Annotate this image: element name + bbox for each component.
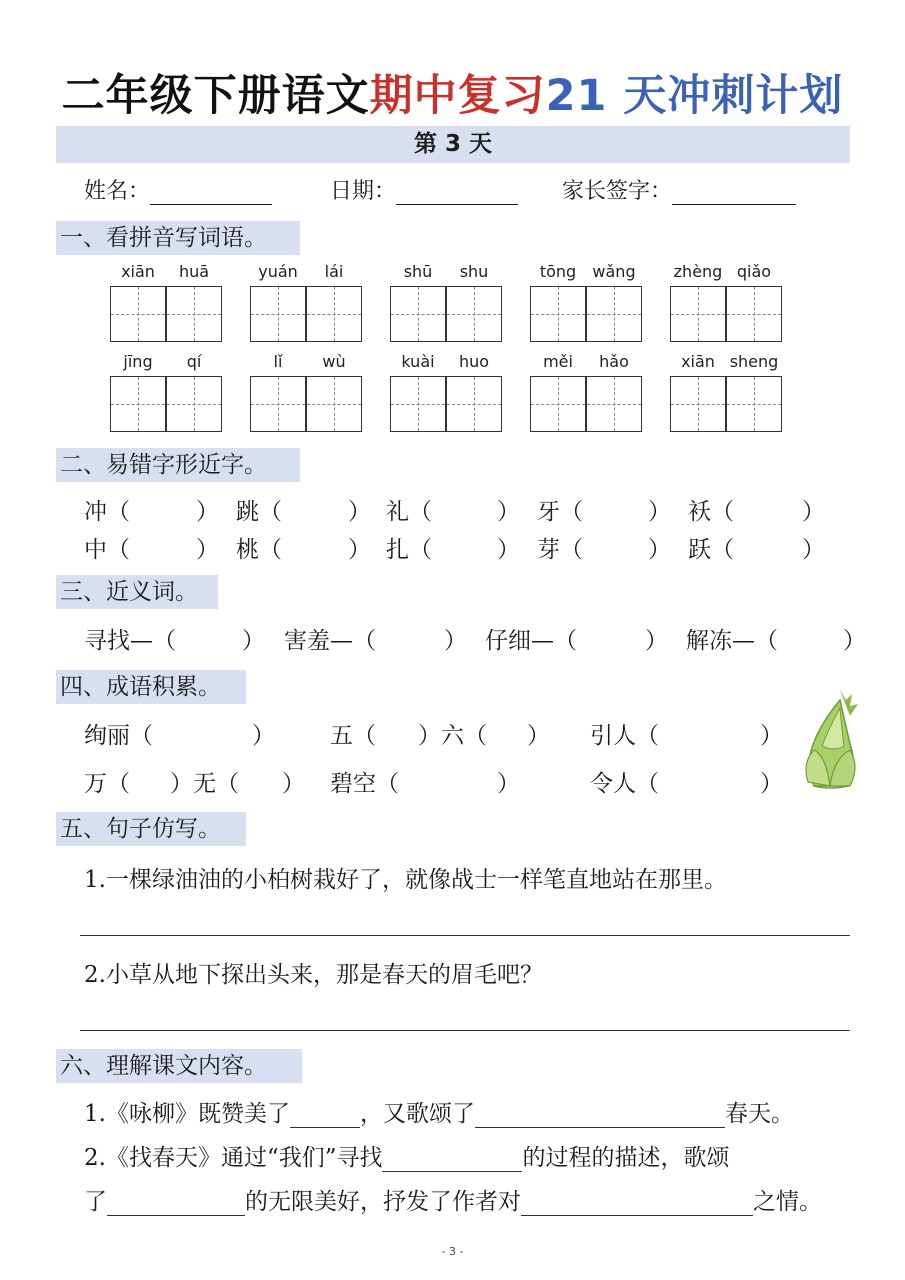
blank[interactable] [382, 1145, 522, 1172]
close-paren: ） [348, 537, 371, 563]
writing-grid[interactable] [530, 376, 642, 432]
answer-line[interactable] [80, 1030, 850, 1031]
writing-grid[interactable] [390, 286, 502, 342]
section-5-heading: 五、句子仿写。 [56, 812, 246, 846]
synonym-item: 仔细—（ [485, 628, 577, 654]
char-item: 中（ [84, 537, 130, 563]
pinyin-label: xiān huā [121, 262, 210, 281]
sentence-prompt: 1.一棵绿油油的小柏树栽好了，就像战士一样笔直地站在那里。 [84, 867, 727, 893]
comprehension-q2: 2.《找春天》通过“我们”寻找 的过程的描述，歌颂 [84, 1145, 730, 1171]
char-item: 芽（ [537, 537, 583, 563]
idiom-item: 万（ [84, 771, 130, 797]
pinyin-label: jīng qí [123, 352, 202, 371]
comprehension-q1: 1.《咏柳》既赞美了 ，又歌颂了 春天。 [84, 1101, 794, 1127]
close-paren: ） [444, 628, 467, 654]
close-paren: ） [760, 771, 783, 797]
char-item: 袄（ [688, 499, 734, 525]
idiom-item: 五（ [330, 723, 376, 749]
name-field[interactable]: 姓名： [84, 174, 272, 205]
writing-grid[interactable] [110, 376, 222, 432]
char-item: 跳（ [236, 499, 282, 525]
page-number: - 3 - [441, 1245, 464, 1258]
char-item: 牙（ [537, 499, 583, 525]
close-paren: ） [348, 499, 371, 525]
idiom-item: 引人（ [590, 723, 659, 749]
close-paren: ） [843, 628, 866, 654]
close-paren: ） [196, 537, 219, 563]
char-item: 桃（ [236, 537, 282, 563]
idiom-item: 碧空（ [330, 771, 399, 797]
sign-field[interactable]: 家长签字： [562, 174, 796, 205]
synonym-item: 害羞—（ [284, 628, 376, 654]
close-paren: ） [252, 723, 275, 749]
close-paren: ） [196, 499, 219, 525]
synonym-item: 寻找—（ [84, 628, 176, 654]
close-paren: ） [527, 723, 550, 749]
pinyin-label: kuài huo [401, 352, 490, 371]
pinyin-label: yuán lái [258, 262, 344, 281]
writing-grid[interactable] [250, 376, 362, 432]
close-paren: ） [648, 537, 671, 563]
section-4-heading: 四、成语积累。 [56, 670, 246, 704]
writing-grid[interactable] [250, 286, 362, 342]
page-title: 二年级下册语文期中复习21 天冲刺计划 [61, 71, 844, 121]
close-paren: ） [497, 537, 520, 563]
section-6-heading: 六、理解课文内容。 [56, 1049, 302, 1083]
writing-grid[interactable] [670, 286, 782, 342]
idiom-item: ）六（ [418, 723, 487, 749]
idiom-item: ）无（ [170, 771, 239, 797]
blank[interactable] [290, 1101, 360, 1128]
synonym-item: 解冻—（ [686, 628, 778, 654]
close-paren: ） [645, 628, 668, 654]
close-paren: ） [497, 499, 520, 525]
pinyin-label: shū shu [403, 262, 489, 281]
close-paren: ） [242, 628, 265, 654]
date-field[interactable]: 日期： [330, 174, 518, 205]
blank[interactable] [521, 1189, 753, 1216]
close-paren: ） [802, 499, 825, 525]
sign-line[interactable] [672, 176, 796, 205]
char-item: 礼（ [386, 499, 432, 525]
idiom-item: 令人（ [590, 771, 659, 797]
section-2-heading: 二、易错字形近字。 [56, 448, 300, 482]
pinyin-label: xiān sheng [681, 352, 779, 371]
date-line[interactable] [396, 176, 518, 205]
writing-grid[interactable] [110, 286, 222, 342]
close-paren: ） [497, 771, 520, 797]
pinyin-label: tōng wǎng [539, 262, 636, 281]
close-paren: ） [282, 771, 305, 797]
close-paren: ） [802, 537, 825, 563]
pinyin-label: zhèng qiǎo [673, 262, 772, 281]
bamboo-shoot-illustration [800, 686, 862, 790]
comprehension-q2-cont: 了 的无限美好，抒发了作者对 之情。 [84, 1189, 822, 1215]
char-item: 扎（ [386, 537, 432, 563]
char-item: 冲（ [84, 499, 130, 525]
blank[interactable] [475, 1101, 725, 1128]
close-paren: ） [760, 723, 783, 749]
close-paren: ） [648, 499, 671, 525]
blank[interactable] [107, 1189, 245, 1216]
day-label: 第 3 天 [56, 126, 850, 163]
writing-grid[interactable] [390, 376, 502, 432]
writing-grid[interactable] [530, 286, 642, 342]
pinyin-label: lǐ wù [273, 352, 346, 371]
answer-line[interactable] [80, 935, 850, 936]
writing-grid[interactable] [670, 376, 782, 432]
pinyin-label: měi hǎo [543, 352, 629, 371]
idiom-item: 绚丽（ [84, 723, 153, 749]
sentence-prompt: 2.小草从地下探出头来，那是春天的眉毛吧？ [84, 962, 543, 988]
section-1-heading: 一、看拼音写词语。 [56, 221, 300, 255]
name-line[interactable] [150, 176, 272, 205]
section-3-heading: 三、近义词。 [56, 575, 218, 609]
char-item: 跃（ [688, 537, 734, 563]
